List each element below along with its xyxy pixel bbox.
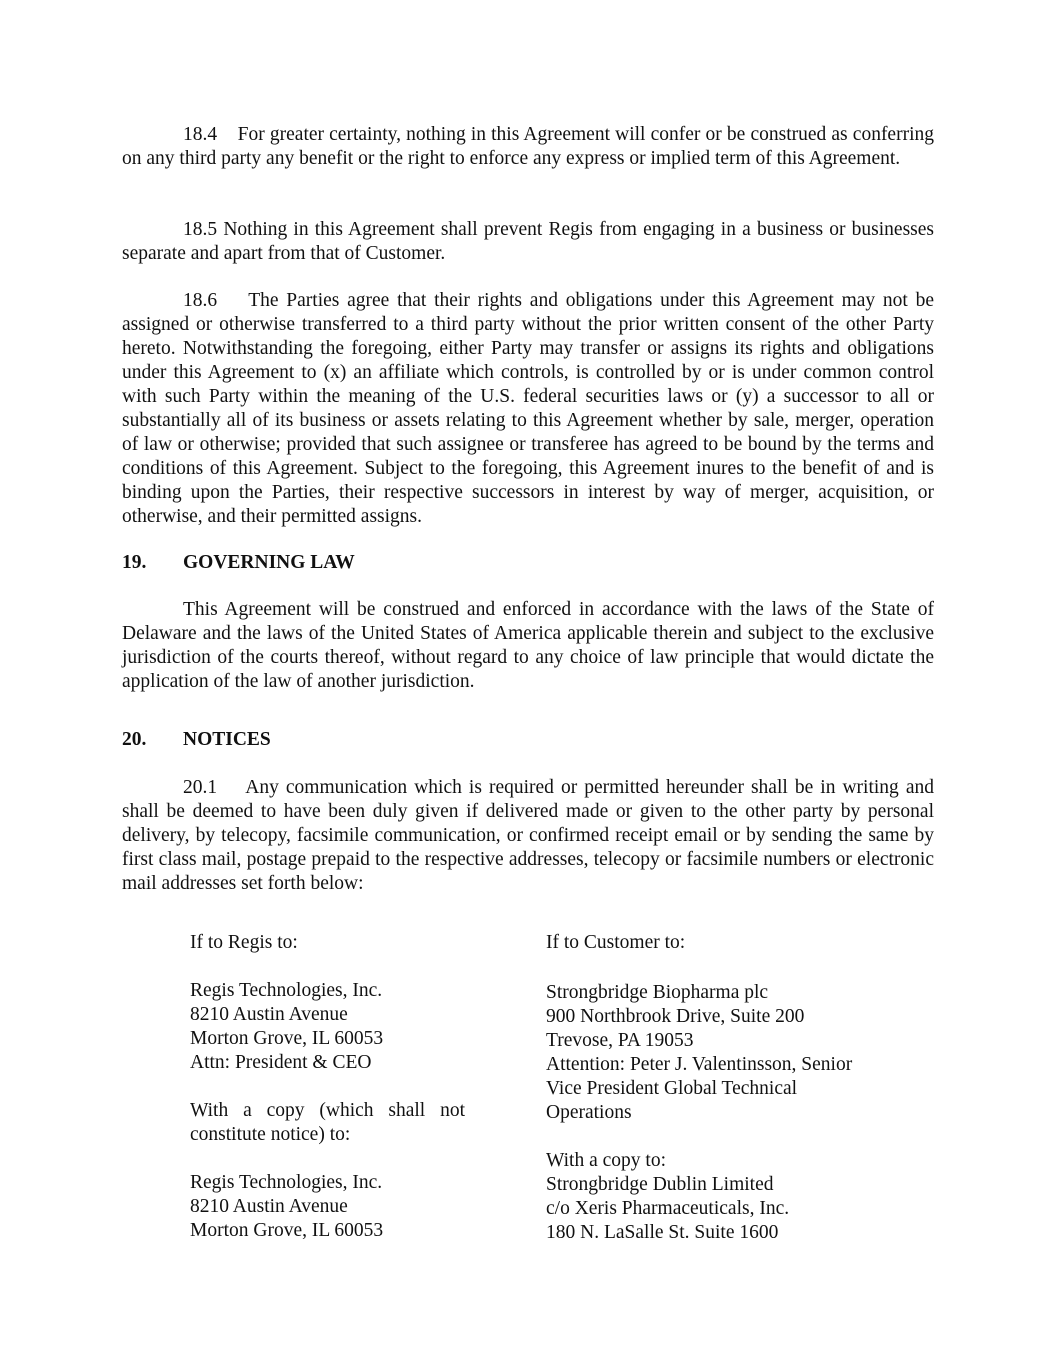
paragraph-19-governing-law [122,598,934,694]
address-line: Attn: President & CEO [190,1052,372,1073]
address-line: 900 Northbrook Drive, Suite 200 [546,1006,805,1027]
paragraph-18-6 [122,289,934,529]
notice-customer-heading: If to Customer to: [546,932,686,953]
address-line: 8210 Austin Avenue [190,1196,348,1217]
clause-text: The Parties agree that their rights and obligations under this Agreement may not be assigned or otherwise transferred to a third party without the prior written consent of the other Party hereto. Notwithstanding the foregoing, either Party may transfer or assigns its rights and obligations under this Agreement to (x) an affiliate which controls, is controlled by or is under common control with such Party within the meaning of the U.S. federal securities laws or (y) a successor to all or substantially all of its business or assets relating to this Agreement whether by sale, merger, operation of law or otherwise; provided that such assignee or transferee has agreed to be bound by the terms and conditions of this Agreement. Subject to the foregoing, this Agreement inures to the benefit of and is binding upon the Parties, their respective successors in interest by way of merger, acquisition, or otherwise, and their permitted assigns. [122,290,934,527]
section-title: NOTICES [183,729,271,750]
notice-regis-column [190,931,465,1243]
clause-number: 18.6 [183,290,218,311]
address-line: Trevose, PA 19053 [546,1030,694,1051]
notice-regis-heading: If to Regis to: [190,932,298,953]
section-title: GOVERNING LAW [183,552,355,573]
paragraph-18-5 [122,218,934,266]
address-line: Strongbridge Biopharma plc [546,982,769,1003]
address-line: 8210 Austin Avenue [190,1004,348,1025]
paragraph-20-1 [122,776,934,896]
address-line: Morton Grove, IL 60053 [190,1028,384,1049]
address-line: Strongbridge Dublin Limited [546,1174,774,1195]
clause-number: 18.4 [183,124,218,145]
notice-customer-column [546,931,886,1245]
clause-text: Any communication which is required or permitted hereunder shall be in writing and shall be deemed to have been duly given if delivered made or given to the other party by personal delivery, by telecopy, facsimile communication, or confirmed receipt email or by sending the same by first class mail, postage prepaid to the respective addresses, telecopy or facsimile numbers or electronic mail addresses set forth below: [122,777,934,894]
clause-text: This Agreement will be construed and enforced in accordance with the laws of the State of Delaware and the laws of the United States of America applicable therein and subject to the exclusive jurisdiction of the courts thereof, without regard to any choice of law principle that would dictate the application of the law of another jurisdiction. [122,599,934,692]
address-line: Morton Grove, IL 60053 [190,1220,384,1241]
section-heading-20 [122,728,271,752]
address-line: Regis Technologies, Inc. [190,980,383,1001]
section-heading-19 [122,551,355,575]
address-line: 180 N. LaSalle St. Suite 1600 [546,1222,779,1243]
clause-text: For greater certainty, nothing in this Agreement will confer or be construed as conferring on any third party any benefit or the right to enforce any express or implied term of this Agreement. [122,124,934,169]
clause-number: 18.5 [183,219,218,240]
address-line: c/o Xeris Pharmaceuticals, Inc. [546,1198,790,1219]
paragraph-18-4 [122,123,934,171]
clause-text: Nothing in this Agreement shall prevent Regis from engaging in a business or businesses separate and apart from that of Customer. [122,219,935,264]
clause-number: 20.1 [183,777,218,798]
notice-regis-copy-heading: With a copy (which shall not constitute notice) to: [190,1100,465,1145]
notice-customer-copy-heading: With a copy to: [546,1150,666,1171]
address-line: Regis Technologies, Inc. [190,1172,383,1193]
address-line: Attention: Peter J. Valentinsson, Senior Vice President Global Technical Operations [546,1054,853,1123]
section-number: 19. [122,552,147,573]
section-number: 20. [122,729,147,750]
